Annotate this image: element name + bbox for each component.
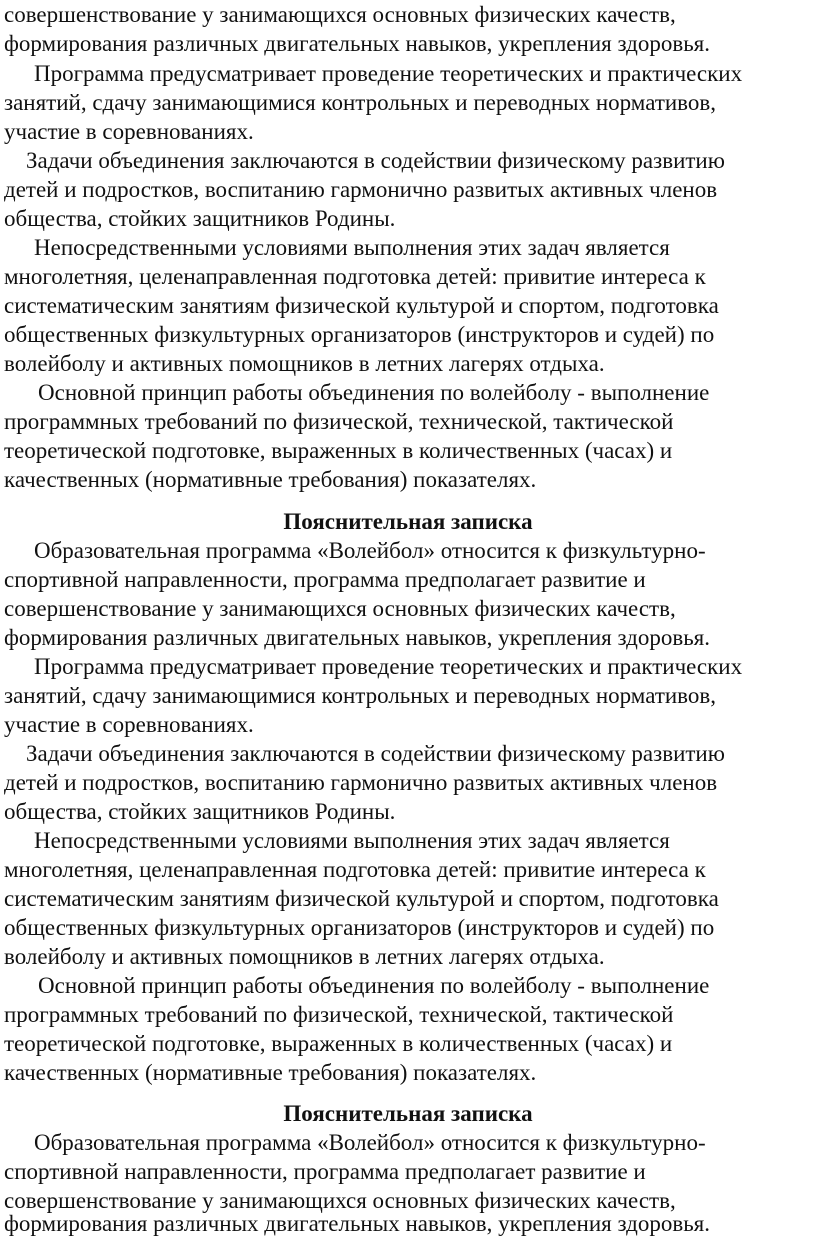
paragraph-first-line: Образовательная программа «Волейбол» относится к физкультурно- <box>34 1130 706 1155</box>
text-line: теоретической подготовке, выраженных в количественных (часах) и <box>4 438 673 463</box>
text-line: качественных (нормативные требования) показателях. <box>4 1060 537 1085</box>
text-line: формирования различных двигательных навыков, укрепления здоровья. <box>4 625 711 650</box>
text-line: многолетняя, целенаправленная подготовка детей: привитие интереса к <box>4 264 706 289</box>
text-line: систематическим занятиям физической культурой и спортом, подготовка <box>4 886 719 911</box>
paragraph-first-line: Программа предусматривает проведение теоретических и практических <box>34 654 743 679</box>
paragraph-first-line: Основной принцип работы объединения по волейболу - выполнение <box>38 380 710 405</box>
text-line: участие в соревнованиях. <box>4 712 254 737</box>
paragraph-first-line: Программа предусматривает проведение теоретических и практических <box>34 61 743 86</box>
section-heading: Пояснительная записка <box>283 509 533 534</box>
text-line: общества, стойких защитников Родины. <box>4 799 396 824</box>
text-line: программных требований по физической, технической, тактической <box>4 1002 674 1027</box>
paragraph-first-line: Задачи объединения заключаются в содействии физическому развитию <box>26 148 725 173</box>
text-line: волейболу и активных помощников в летних лагерях отдыха. <box>4 944 605 969</box>
text-line: занятий, сдачу занимающимися контрольных и переводных нормативов, <box>4 90 716 115</box>
text-line: общества, стойких защитников Родины. <box>4 206 396 231</box>
text-line: детей и подростков, воспитанию гармонично развитых активных членов <box>4 770 718 795</box>
text-line: качественных (нормативные требования) показателях. <box>4 467 537 492</box>
text-line: совершенствование у занимающихся основных физических качеств, <box>4 1188 676 1213</box>
text-line: спортивной направленности, программа предполагает развитие и <box>4 1159 646 1184</box>
text-line: общественных физкультурных организаторов (инструкторов и судей) по <box>4 322 715 347</box>
paragraph-first-line: Непосредственными условиями выполнения этих задач является <box>34 828 670 853</box>
text-line: волейболу и активных помощников в летних лагерях отдыха. <box>4 351 605 376</box>
text-line: совершенствование у занимающихся основных физических качеств, <box>4 2 676 27</box>
text-line: систематическим занятиям физической культурой и спортом, подготовка <box>4 293 719 318</box>
text-line: общественных физкультурных организаторов (инструкторов и судей) по <box>4 915 715 940</box>
text-line: спортивной направленности, программа предполагает развитие и <box>4 567 646 592</box>
text-line: теоретической подготовке, выраженных в количественных (часах) и <box>4 1031 673 1056</box>
section-heading: Пояснительная записка <box>283 1101 533 1126</box>
text-line: занятий, сдачу занимающимися контрольных и переводных нормативов, <box>4 683 716 708</box>
text-line: формирования различных двигательных навыков, укрепления здоровья. <box>4 1211 711 1236</box>
text-line: детей и подростков, воспитанию гармонично развитых активных членов <box>4 177 718 202</box>
paragraph-first-line: Основной принцип работы объединения по волейболу - выполнение <box>38 973 710 998</box>
paragraph-first-line: Образовательная программа «Волейбол» относится к физкультурно- <box>34 538 706 563</box>
text-line: участие в соревнованиях. <box>4 119 254 144</box>
text-line: программных требований по физической, технической, тактической <box>4 409 674 434</box>
paragraph-first-line: Непосредственными условиями выполнения этих задач является <box>34 235 670 260</box>
text-line: совершенствование у занимающихся основных физических качеств, <box>4 596 676 621</box>
paragraph-first-line: Задачи объединения заключаются в содействии физическому развитию <box>26 741 725 766</box>
text-line: формирования различных двигательных навыков, укрепления здоровья. <box>4 31 711 56</box>
text-line: многолетняя, целенаправленная подготовка детей: привитие интереса к <box>4 857 706 882</box>
